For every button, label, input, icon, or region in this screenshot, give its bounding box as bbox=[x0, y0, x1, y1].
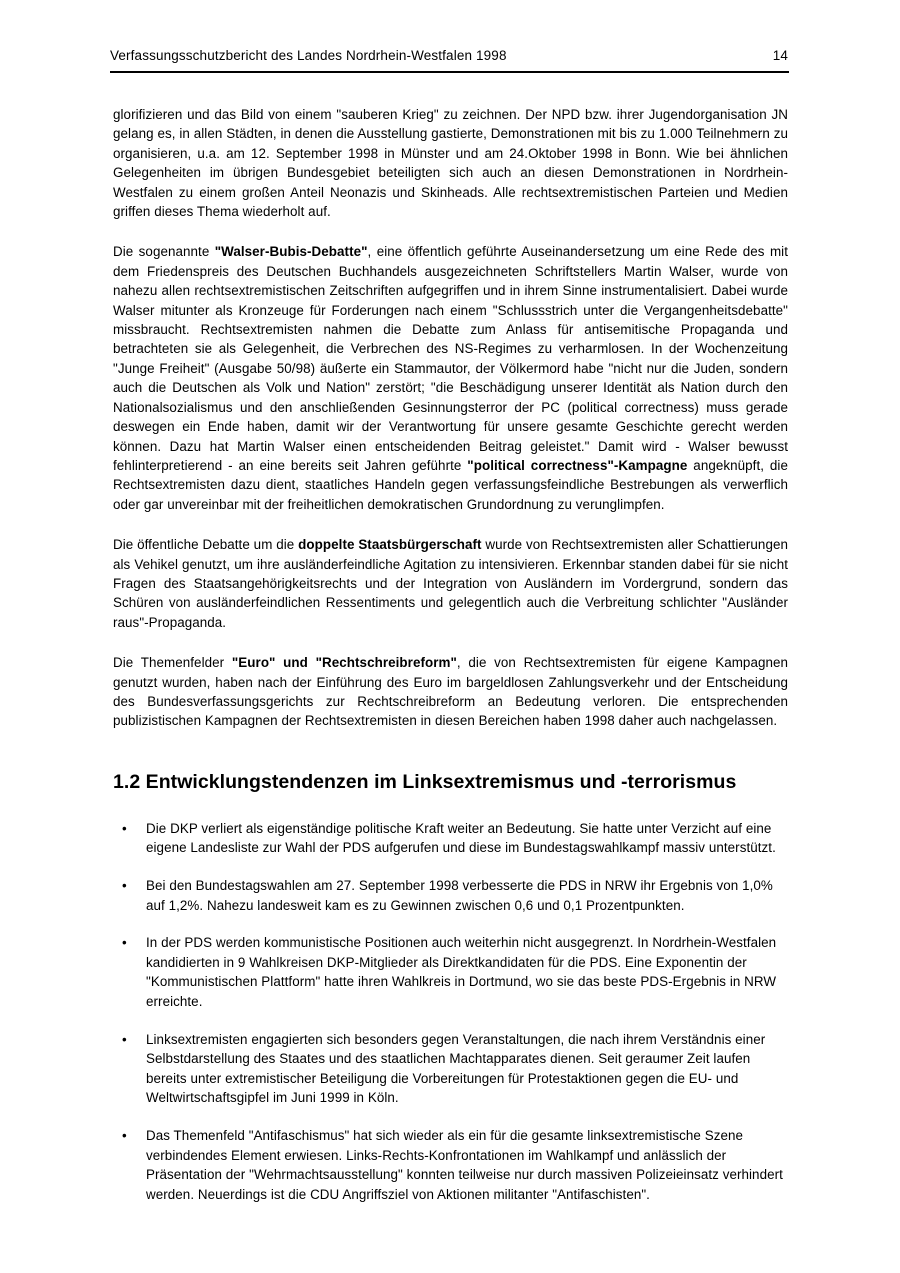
list-item bbox=[113, 1030, 788, 1108]
paragraph-doppelte-staatsbuergerschaft bbox=[113, 535, 788, 632]
list-item-text: Bei den Bundestagswahlen am 27. September 1998 verbesserte die PDS in NRW ihr Ergebnis von 1,0% auf 1,2%. Nahezu landesweit kam es zu Gewinnen zwischen 0,6 und 0,1 Prozentpunkten. bbox=[146, 877, 773, 913]
list-item-text: Linksextremisten engagierten sich besonders gegen Veranstaltungen, die nach ihrem Verständnis einer Selbstdarstellung des Staates und des staatlichen Machtapparates dienen. Seit geraumer Zeit laufen bereits unter extremistischer Beteiligung die Vorbereitungen für Protestaktionen gegen die EU- und Weltwirtschaftsgipfel im Juni 1999 in Köln. bbox=[146, 1031, 766, 1106]
paragraph-text-segment: , eine öffentlich geführte Auseinandersetzung um eine Rede des mit dem Friedenspreis des Deutschen Buchhandels ausgezeichneten Schriftstellers Martin Walser, wurde von nahezu allen rechtsextremistischen Zeitschriften aufgegriffen und in ihrem Sinne instrumentalisiert. Dabei wurde Walser mitunter als Kronzeuge für Forderungen nach einem "Schlussstrich unter die Vergangenheitsdebatte" missbraucht. Rechtsextremisten nahmen die Debatte zum Anlass für antisemitische Propaganda und betrachteten sie als Gelegenheit, die Verbrechen des NS-Regimes zu verharmlosen. In der Wochenzeitung "Junge Freiheit" (Ausgabe 50/98) äußerte ein Stammautor, der Völkermord habe "nicht nur die Juden, sondern auch die Deutschen als Volk und Nation" zerstört; "die Beschädigung unserer Identität als Nation durch den Nationalsozialismus und den anschließenden Gesinnungsterror der PC (political correctness) muss gerade deswegen ein Ende haben, damit wir der Verantwortung für unsere gesamte Geschichte gerecht werden können. Dazu hat Martin Walser einen entscheidenden Beitrag geleistet." Damit wird - Walser bewusst fehlinterpretierend - an eine bereits seit Jahren geführte bbox=[113, 244, 788, 473]
list-item bbox=[113, 1126, 788, 1204]
paragraph-text-segment: , die von Rechtsextremisten für eigene Kampagnen genutzt wurden, haben nach der Einführung des Euro im bargeldlosen Zahlungsverkehr und der Entscheidung des Bundesverfassungsgerichts zur Rechtschreibreform an Bedeutung verloren. Die entsprechenden publizistischen Kampagnen der Rechtsextremisten in diesen Bereichen haben 1998 daher auch nachgelassen. bbox=[113, 655, 789, 729]
document-body bbox=[113, 105, 788, 1204]
paragraph-walser-bubis-debatte bbox=[113, 242, 788, 514]
bold-term-doppelte-staatsbuergerschaft: doppelte Staatsbürgerschaft bbox=[298, 537, 482, 553]
paragraph-spacer bbox=[113, 524, 788, 535]
bold-term-euro-rechtschreibreform: "Euro" und "Rechtschreibreform" bbox=[231, 655, 457, 671]
paragraph-text-segment: Die Themenfelder bbox=[113, 655, 232, 671]
paragraph-text-segment: wurde von Rechtsextremisten aller Schattierungen als Vehikel genutzt, um ihre ausländerfeindliche Agitation zu intensivieren. Erkennbar standen dabei für sie nicht Fragen des Staatsangehörigkeitsrechts und der Integration von Ausländern im Vordergrund, sondern das Schüren von ausländerfeindlichen Ressentiments und gelegentlich auch die Verbreitung schlichter "Ausländer raus"-Propaganda. bbox=[113, 537, 788, 630]
list-item-text: In der PDS werden kommunistische Positionen auch weiterhin nicht ausgegrenzt. In Nordrhein-Westfalen kandidierten in 9 Wahlkreisen DKP-Mitglieder als Direktkandidaten für die PDS. Eine Exponentin der "Kommunistischen Plattform" hatte ihren Wahlkreis in Dortmund, wo sie das beste PDS-Ergebnis in NRW erreichte. bbox=[146, 935, 777, 1009]
bullet-icon: • bbox=[122, 1031, 127, 1047]
page-number: 14 bbox=[772, 48, 788, 63]
section-heading-1-2: 1.2 Entwicklungstendenzen im Linksextremismus und -terrorismus bbox=[113, 770, 737, 793]
list-item bbox=[113, 876, 788, 915]
bullet-icon: • bbox=[122, 935, 127, 951]
heading-bottom-spacer bbox=[113, 795, 788, 819]
header-divider-rule bbox=[110, 71, 789, 73]
bullet-icon: • bbox=[122, 820, 127, 836]
list-item bbox=[113, 933, 788, 1011]
paragraph-continuation-ausstellung: glorifizieren und das Bild von einem "sauberen Krieg" zu zeichnen. Der NPD bzw. ihrer Jugendorganisation JN gelang es, in allen Städten, in denen die Ausstellung gastierte, Demonstrationen mit bis zu 1.000 Teilnehmern zu organisieren, u.a. am 12. September 1998 in Münster und am 24.Oktober 1998 in Bonn. Wie bei ähnlichen Gelegenheiten im übrigen Bundesgebiet beteiligten sich auch an diesen Demonstrationen in Nordrhein-Westfalen zu einem großen Anteil Neonazis und Skinheads. Alle rechtsextremistischen Parteien und Medien griffen dieses Thema wiederholt auf. bbox=[113, 107, 788, 220]
header-title: Verfassungsschutzbericht des Landes Nordrhein-Westfalen 1998 bbox=[110, 48, 507, 63]
page-running-header bbox=[110, 48, 788, 64]
heading-top-spacer bbox=[113, 741, 788, 770]
list-item-text: Das Themenfeld "Antifaschismus" hat sich wieder als ein für die gesamte linksextremistische Szene verbindendes Element erwiesen. Links-Rechts-Konfrontationen im Wahlkampf und anlässlich der Präsentation der "Wehrmachtsausstellung" konnten teilweise nur durch massiven Polizeieinsatz verhindert werden. Neuerdings ist die CDU Angriffsziel von Aktionen militanter "Antifaschisten". bbox=[146, 1127, 783, 1202]
list-item bbox=[113, 819, 788, 858]
bold-term-political-correctness-kampagne: "political correctness"-Kampagne bbox=[467, 457, 688, 473]
bullet-list-linksextremismus bbox=[113, 819, 788, 1205]
paragraph-text-segment: Die öffentliche Debatte um die bbox=[113, 537, 299, 553]
paragraph-text-segment: Die sogenannte bbox=[113, 244, 215, 260]
paragraph-euro-rechtschreibreform bbox=[113, 653, 788, 731]
bold-term-walser-bubis-debatte: "Walser-Bubis-Debatte" bbox=[214, 244, 368, 260]
bullet-icon: • bbox=[122, 1127, 127, 1143]
paragraph-spacer bbox=[113, 231, 788, 242]
bullet-icon: • bbox=[122, 877, 127, 893]
list-item-text: Die DKP verliert als eigenständige politische Kraft weiter an Bedeutung. Sie hatte unter Verzicht auf eine eigene Landesliste zur Wahl der PDS aufgerufen und diese im Bundestagswahlkampf massiv unterstützt. bbox=[146, 820, 776, 856]
paragraph-text-segment: angeknüpft, die Rechtsextremisten dazu dient, staatliches Handeln gegen verfassungsfeindliche Bestrebungen als verwerflich oder gar unvereinbar mit der freiheitlichen demokratischen Grundordnung zu verunglimpfen. bbox=[113, 457, 788, 512]
paragraph-spacer bbox=[113, 642, 788, 653]
